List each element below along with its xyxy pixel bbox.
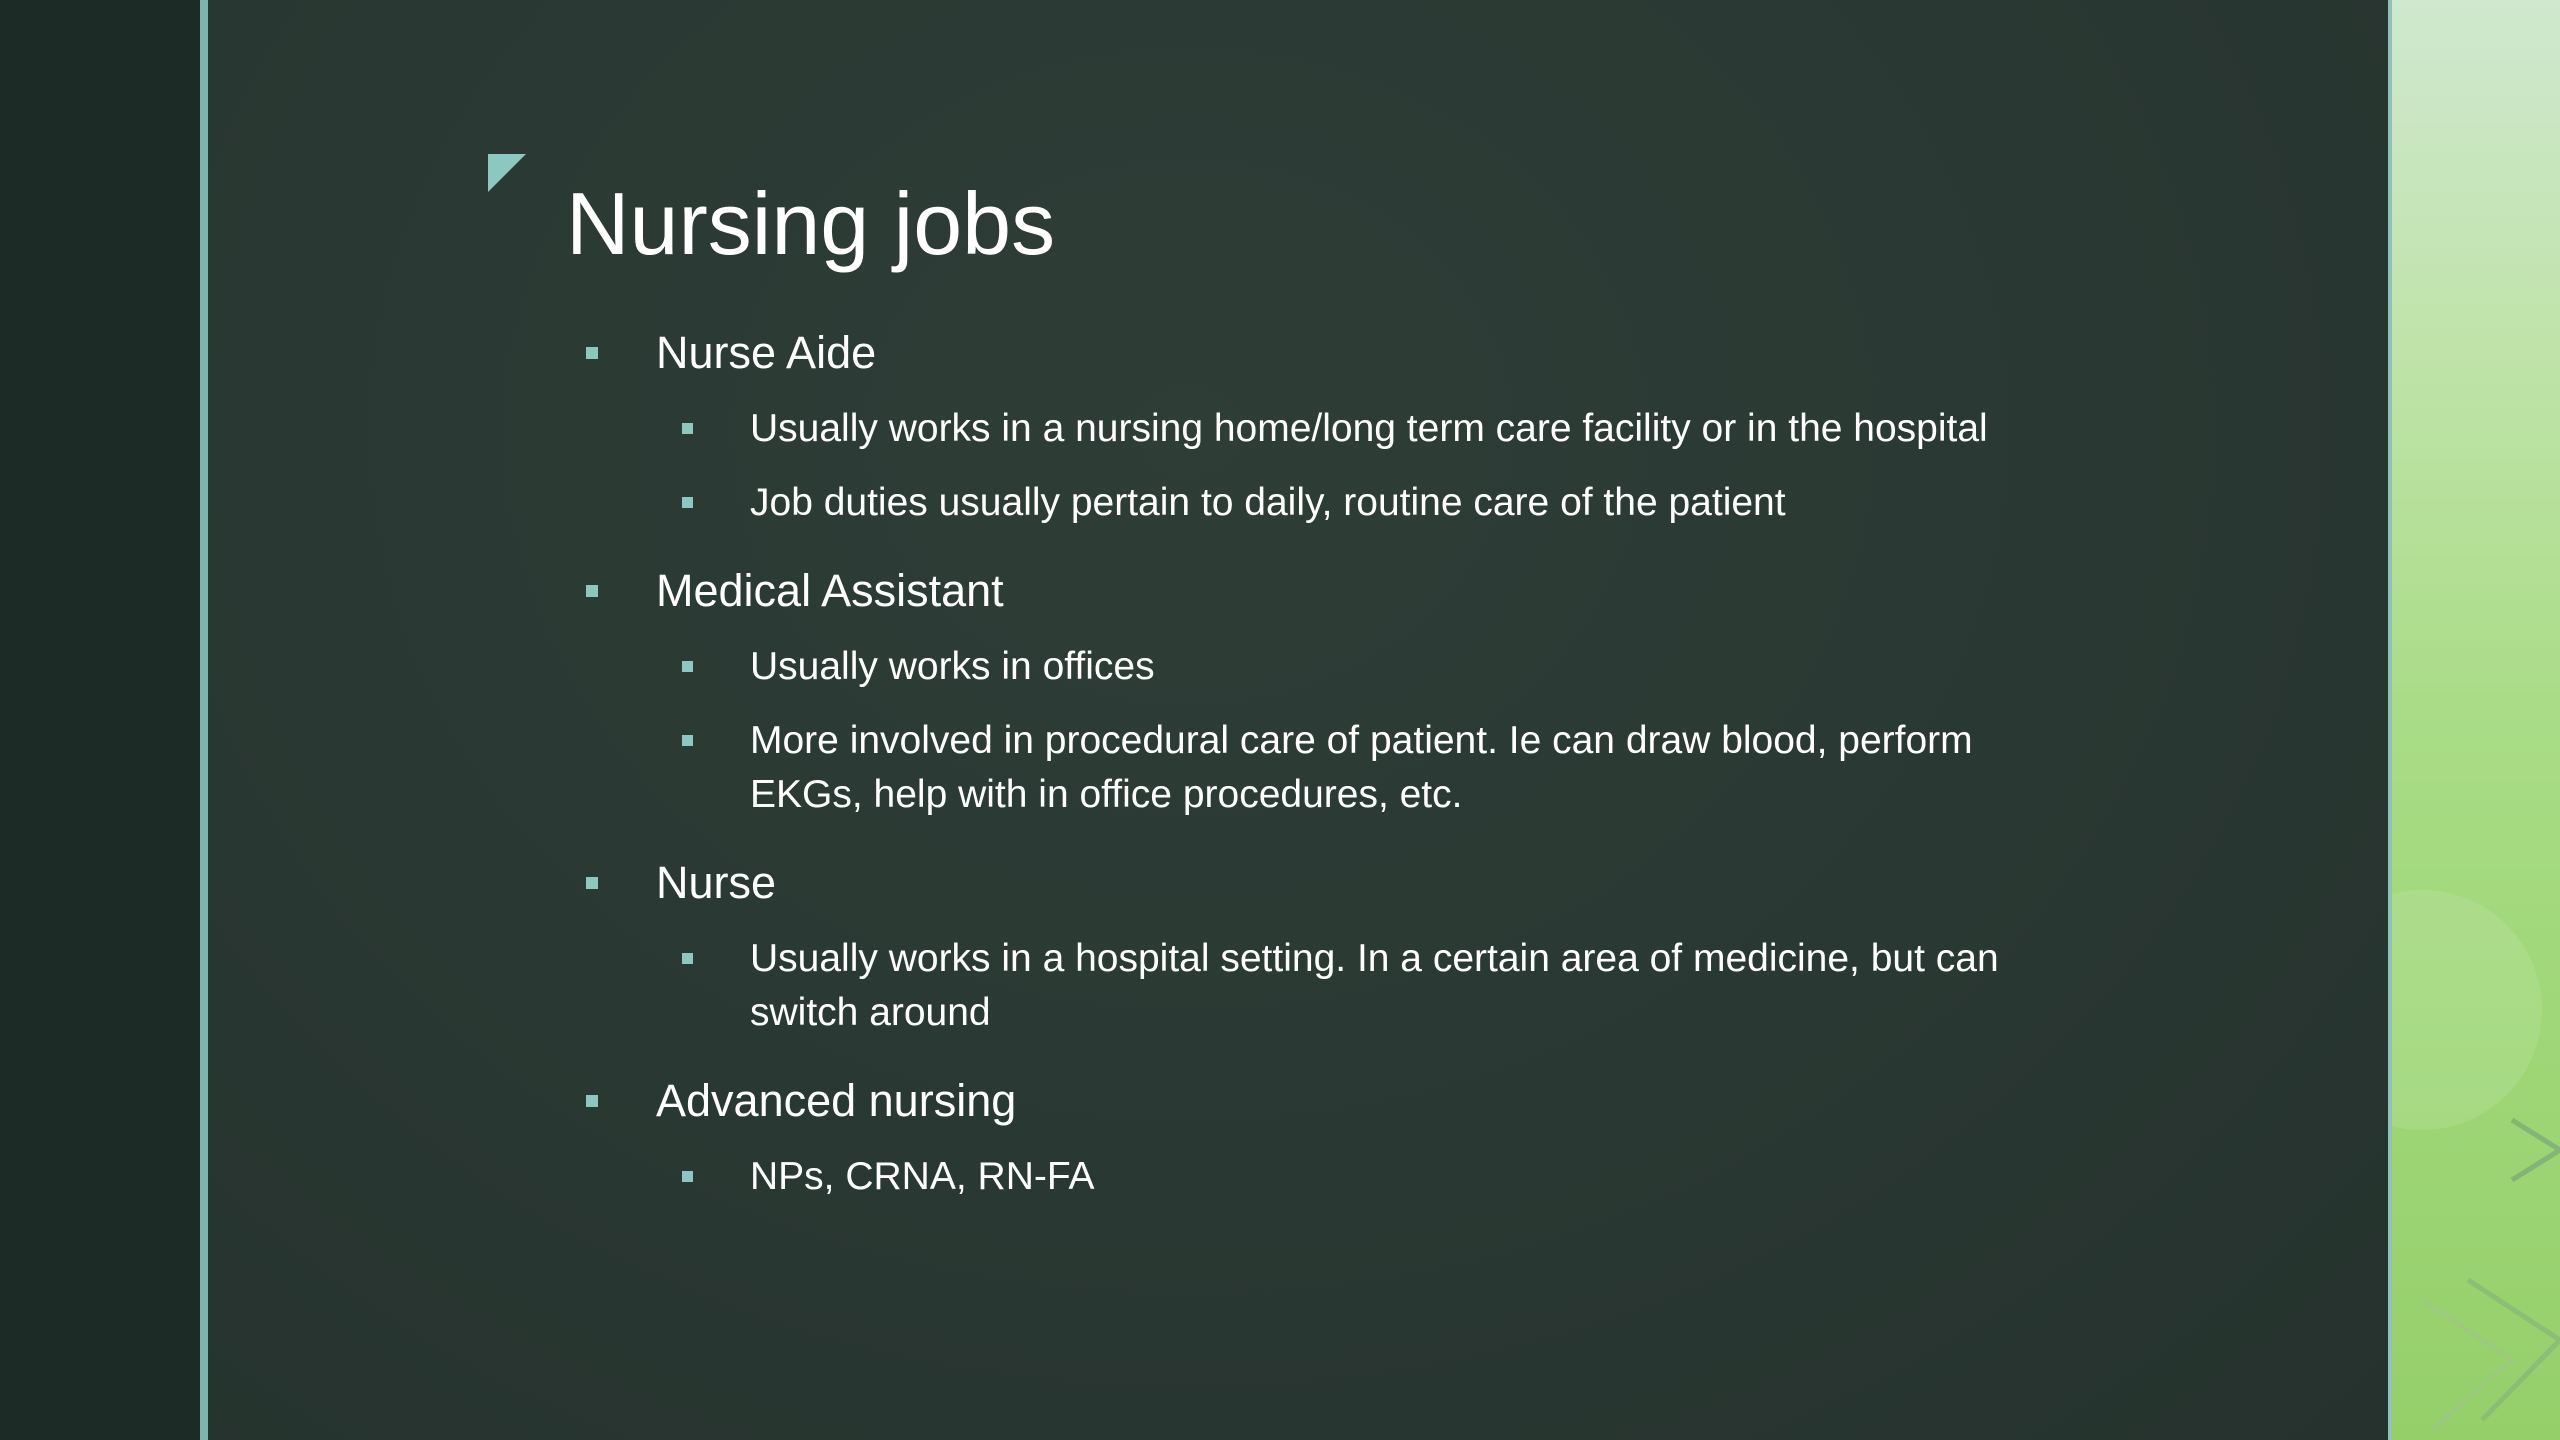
square-bullet-icon bbox=[682, 1171, 693, 1182]
list-item-heading: Nurse Aide bbox=[656, 327, 877, 378]
bullet-list bbox=[580, 320, 2180, 1204]
list-subitem-text: NPs, CRNA, RN-FA bbox=[750, 1155, 1095, 1198]
square-bullet-icon bbox=[586, 877, 598, 889]
list-item-nurse-aide bbox=[580, 320, 2180, 386]
list-subitem bbox=[580, 714, 2070, 822]
square-bullet-icon bbox=[586, 347, 598, 359]
decorative-side-panel bbox=[2392, 0, 2560, 1440]
list-subitem bbox=[580, 1150, 2070, 1204]
list-subitem-text: Usually works in a nursing home/long term care facility or in the hospital bbox=[750, 407, 1988, 450]
square-bullet-icon bbox=[586, 1095, 598, 1107]
list-subitem-text: Job duties usually pertain to daily, routine care of the patient bbox=[750, 481, 1786, 524]
square-bullet-icon bbox=[682, 661, 693, 672]
list-subitem bbox=[580, 932, 2070, 1040]
list-item-heading: Nurse bbox=[656, 857, 777, 908]
square-bullet-icon bbox=[682, 497, 693, 508]
list-item-medical-assistant bbox=[580, 558, 2180, 624]
list-subitem-text: Usually works in offices bbox=[750, 645, 1155, 688]
square-bullet-icon bbox=[682, 953, 693, 964]
list-item-nurse bbox=[580, 850, 2180, 916]
slide-title: Nursing jobs bbox=[566, 174, 1056, 273]
list-item-heading: Medical Assistant bbox=[656, 565, 1004, 616]
square-bullet-icon bbox=[682, 423, 693, 434]
list-subitem bbox=[580, 640, 2070, 694]
triangle-corner-icon bbox=[488, 154, 526, 192]
list-item-advanced-nursing bbox=[580, 1068, 2180, 1134]
list-subitem bbox=[580, 476, 2070, 530]
list-subitem-text: More involved in procedural care of patient. Ie can draw blood, perform EKGs, help with in office procedures, etc. bbox=[750, 719, 1973, 816]
list-item-heading: Advanced nursing bbox=[656, 1075, 1017, 1126]
left-accent-rule bbox=[200, 0, 208, 1440]
square-bullet-icon bbox=[682, 735, 693, 746]
chevron-decoration-icon bbox=[2392, 0, 2560, 1440]
list-subitem bbox=[580, 402, 2070, 456]
left-margin-band bbox=[0, 0, 200, 1440]
square-bullet-icon bbox=[586, 585, 598, 597]
list-subitem-text: Usually works in a hospital setting. In a certain area of medicine, but can switch around bbox=[750, 937, 1999, 1034]
